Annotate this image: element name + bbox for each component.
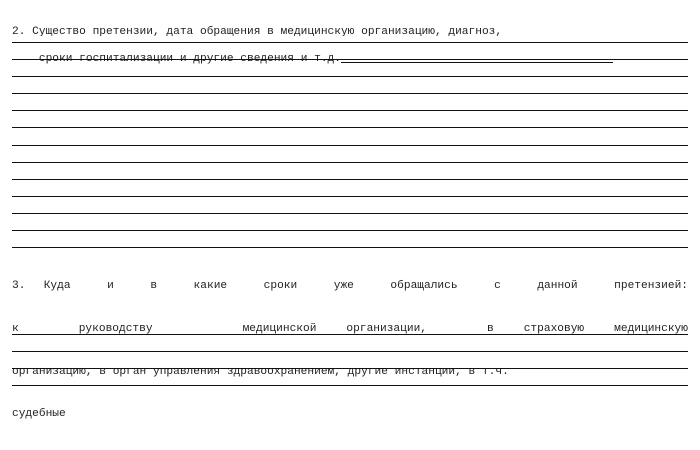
section-2-line-1: 2. Существо претензии, дата обращения в медицинскую организацию, диагноз, xyxy=(12,26,503,37)
section-2-line-2: сроки госпитализации и другие сведения и т.д. xyxy=(38,52,341,65)
section-3-line-4: судебные xyxy=(12,408,66,421)
line-gap xyxy=(12,214,688,230)
section-2-blank-lines xyxy=(12,42,688,248)
line-gap xyxy=(12,43,688,59)
section-3-line-1: 3. Куда и в какие сроки уже обращались с данной претензией: xyxy=(12,280,688,293)
line-gap xyxy=(12,197,688,213)
line-gap xyxy=(12,111,688,127)
line-gap xyxy=(12,60,688,76)
line-gap xyxy=(12,163,688,179)
line-gap xyxy=(12,352,688,368)
line-gap xyxy=(12,335,688,351)
section-3-line-2: к руководству медицинской организации, в страховую медицинскую xyxy=(12,323,688,336)
section-3-line-3: организацию, в орган управления здравоохранением, другие инстанции, в т.ч. xyxy=(12,365,509,378)
line-gap xyxy=(12,369,688,385)
line-gap xyxy=(12,128,688,144)
section-3-blank-lines xyxy=(12,334,688,386)
blank-line[interactable] xyxy=(12,247,688,248)
line-gap xyxy=(12,77,688,93)
line-gap xyxy=(12,146,688,162)
line-gap xyxy=(12,180,688,196)
blank-line[interactable] xyxy=(12,385,688,386)
line-gap xyxy=(12,231,688,247)
line-gap xyxy=(12,94,688,110)
